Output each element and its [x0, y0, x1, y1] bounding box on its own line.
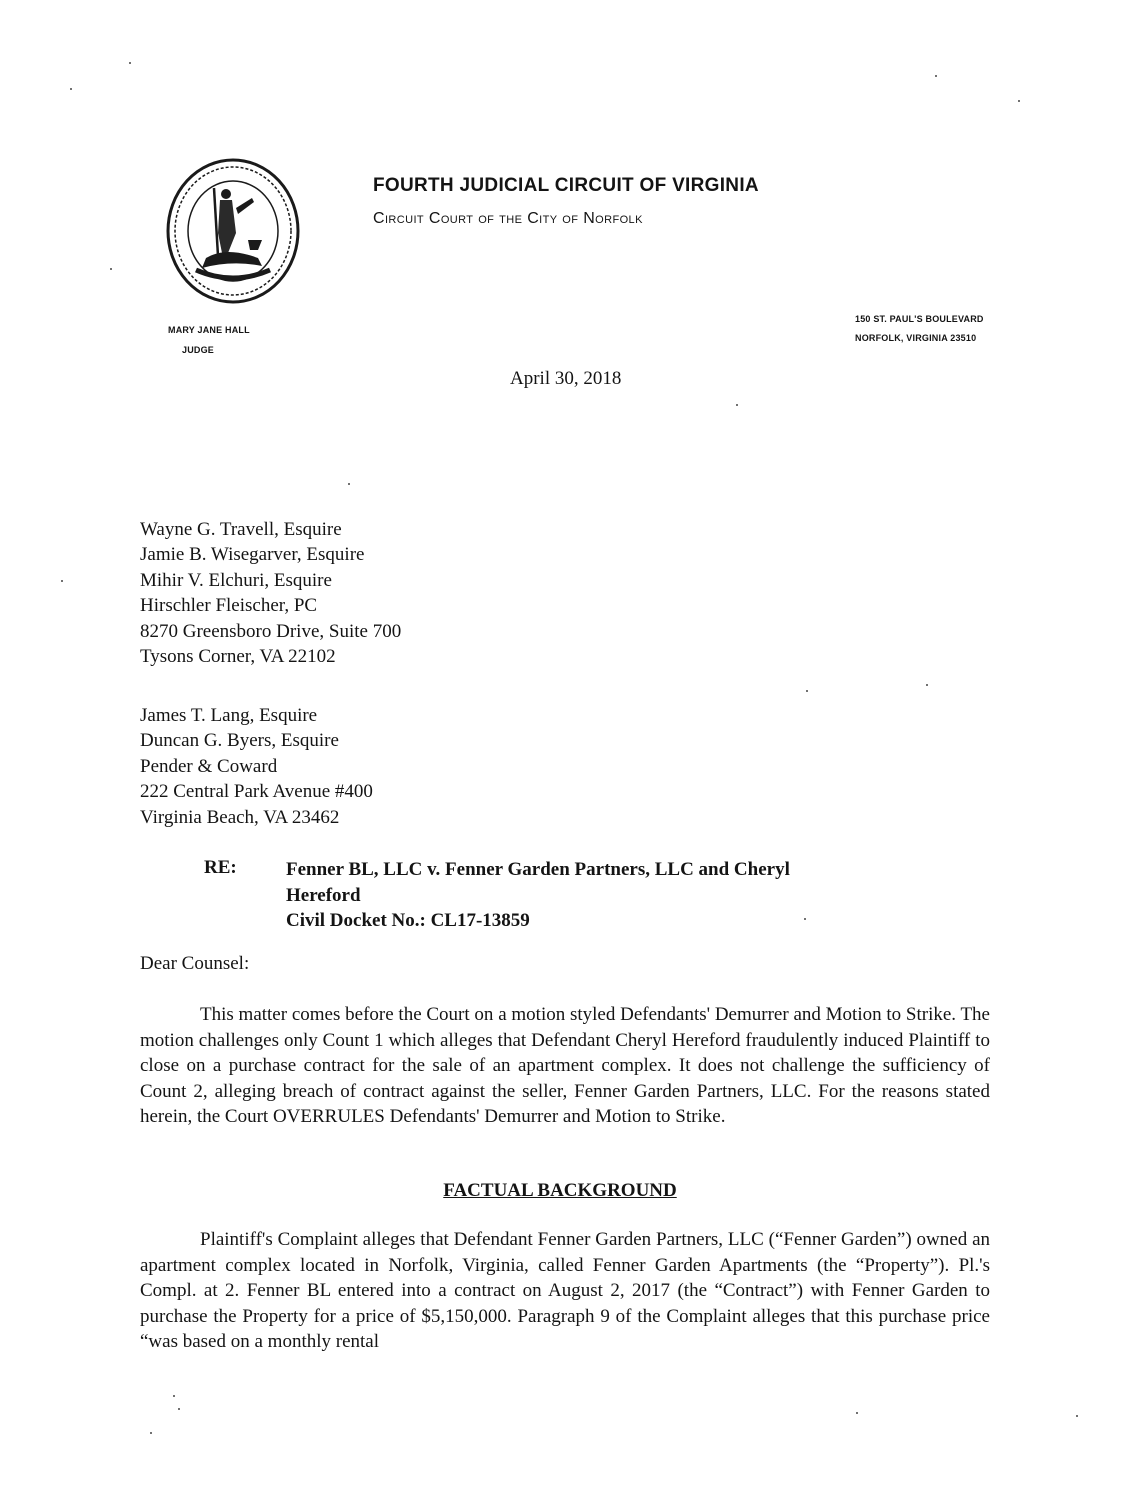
scan-speck: [806, 690, 808, 692]
body-paragraph-2: Plaintiff's Complaint alleges that Defendant Fenner Garden Partners, LLC (“Fenner Garden”) owned an apartment complex located in Norfolk, Virginia, called Fenner Garden Apartments (the “Property”). Pl.'s Compl. at 2. Fenner BL entered into a contract on August 2, 2017 (the “Contract”) with Fenner Garden to purchase the Property for a price of $5,150,000. Paragraph 9 of the Complaint alleges that this purchase price “was based on a monthly rental: [140, 1229, 990, 1353]
recipient-line: Mihir V. Elchuri, Esquire: [140, 569, 332, 591]
scan-speck: [61, 580, 63, 582]
scan-speck: [804, 918, 806, 920]
scan-speck: [1076, 1415, 1078, 1417]
scan-speck: [856, 1412, 858, 1414]
recipient-line: Jamie B. Wisegarver, Esquire: [140, 544, 365, 566]
scan-speck: [129, 62, 131, 64]
judge-name: MARY JANE HALL: [168, 325, 250, 335]
recipient-line: Wayne G. Travell, Esquire: [140, 519, 342, 540]
recipient-line: Virginia Beach, VA 23462: [140, 806, 340, 828]
recipient-line: Hirschler Fleischer, PC: [140, 595, 318, 617]
scan-speck: [150, 1432, 152, 1434]
recipient-block-1: [140, 517, 401, 669]
recipient-line: Pender & Coward: [140, 755, 278, 777]
re-line: Civil Docket No.: CL17-13859: [286, 910, 530, 931]
court-address-line-1: 150 ST. PAUL'S BOULEVARD: [855, 314, 984, 324]
recipient-line: James T. Lang, Esquire: [140, 705, 318, 726]
scan-speck: [926, 684, 928, 686]
recipient-line: 8270 Greensboro Drive, Suite 700: [140, 620, 402, 642]
section-heading: FACTUAL BACKGROUND: [443, 1180, 677, 1201]
virginia-seal-icon: [166, 158, 300, 304]
body-paragraph-1: This matter comes before the Court on a motion styled Defendants' Demurrer and Motion to Strike. The motion challenges only Count 1 which alleges that Defendant Cheryl Hereford fraudulently induced Plaintiff to close on a purchase contract for the sale of an apartment complex. It does not challenge the sufficiency of Count 2, alleging breach of contract against the seller, Fenner Garden Partners, LLC. For the reasons stated herein, the Court OVERRULES Defendants' Demurrer and Motion to Strike.: [140, 1004, 990, 1128]
scan-speck: [1018, 100, 1020, 102]
re-line: Fenner BL, LLC v. Fenner Garden Partners, LLC and Cheryl: [286, 859, 790, 880]
scan-speck: [178, 1408, 180, 1410]
re-subject: [286, 857, 790, 934]
recipient-line: Duncan G. Byers, Esquire: [140, 730, 339, 752]
court-name: FOURTH JUDICIAL CIRCUIT OF VIRGINIA: [373, 175, 759, 196]
letter-date: April 30, 2018: [510, 368, 622, 389]
salutation: Dear Counsel:: [140, 953, 250, 974]
court-address-line-2: NORFOLK, VIRGINIA 23510: [855, 333, 977, 343]
court-subname: Circuit Court of the City of Norfolk: [373, 210, 643, 227]
re-label: RE:: [204, 857, 237, 878]
scan-speck: [70, 88, 72, 90]
recipient-line: Tysons Corner, VA 22102: [140, 645, 336, 667]
scan-speck: [736, 404, 738, 406]
scan-speck: [935, 75, 937, 77]
scan-speck: [348, 483, 350, 485]
re-line: Hereford: [286, 884, 361, 906]
recipient-block-2: [140, 703, 373, 830]
judge-title: JUDGE: [182, 345, 215, 355]
scan-speck: [110, 268, 112, 270]
recipient-line: 222 Central Park Avenue #400: [140, 781, 373, 803]
scan-speck: [173, 1395, 175, 1397]
